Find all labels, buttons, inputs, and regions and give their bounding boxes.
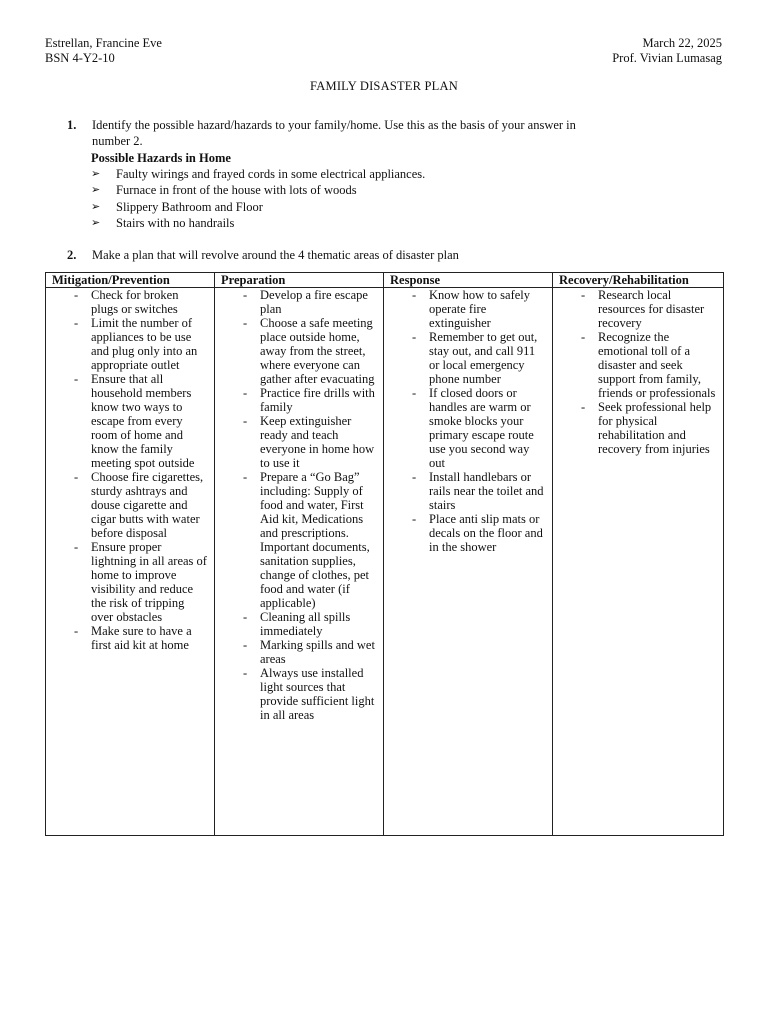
list-item (215, 288, 383, 316)
hazards-subheading: Possible Hazards in Home (91, 151, 231, 165)
list-item-text: Recognize the emotional toll of a disaster and seek support from family, friends or professionals (598, 330, 716, 400)
list-item (215, 470, 383, 610)
dash-bullet: - (243, 386, 248, 400)
list-item (384, 512, 552, 554)
document-title: FAMILY DISASTER PLAN (310, 79, 458, 93)
arrow-bullet-icon: ➢ (91, 216, 101, 229)
list-item (46, 316, 214, 372)
professor-name: Prof. Vivian Lumasag (612, 50, 722, 65)
mitigation-list (46, 288, 214, 652)
dash-bullet: - (74, 540, 79, 554)
column-header-preparation: Preparation (215, 273, 384, 288)
list-item-text: Ensure proper lightning in all areas of home to improve visibility and reduce the risk of tripping over obstacles (91, 540, 207, 624)
column-header-response: Response (384, 273, 553, 288)
list-item (46, 624, 214, 652)
list-item (384, 288, 552, 330)
dash-bullet: - (412, 330, 417, 344)
hazard-item (91, 166, 425, 182)
list-item-text: Keep extinguisher ready and teach everyone in home how to use it (260, 414, 375, 470)
question-1-text: Identify the possible hazard/hazards to your family/home. Use this as the basis of your answer in (92, 118, 576, 132)
list-item-text: Know how to safely operate fire extinguisher (429, 288, 531, 330)
list-item-text: Ensure that all household members know two ways to escape from every room of home and know the family meeting spot outside (91, 372, 195, 470)
list-item (553, 400, 723, 456)
hazard-text: Furnace in front of the house with lots of woods (116, 183, 357, 198)
mitigation-cell (46, 288, 215, 836)
list-item (384, 330, 552, 386)
list-item (46, 288, 214, 316)
header-right (612, 36, 722, 65)
dash-bullet: - (581, 330, 586, 344)
list-item-text: If closed doors or handles are warm or smoke blocks your primary escape route use you second way out (429, 386, 534, 470)
list-item-text: Prepare a “Go Bag” including: Supply of food and water, First Aid kit, Medications and prescriptions. Important documents, sanitation supplies, change of clothes, pet food and water (if applicable) (260, 470, 370, 610)
list-item-text: Place anti slip mats or decals on the floor and in the shower (429, 512, 543, 554)
student-section: BSN 4-Y2-10 (45, 50, 115, 65)
dash-bullet: - (243, 610, 248, 624)
hazard-text: Faulty wirings and frayed cords in some electrical appliances. (116, 167, 426, 181)
dash-bullet: - (412, 386, 417, 400)
list-item (215, 316, 383, 386)
hazard-item (91, 215, 425, 231)
question-2 (67, 248, 459, 263)
list-item (384, 386, 552, 470)
recovery-list (553, 288, 723, 456)
list-item-text: Make sure to have a first aid kit at home (91, 624, 192, 652)
list-item-text: Limit the number of appliances to be use and plug only into an appropriate outlet (91, 316, 198, 372)
list-item-text: Cleaning all spills immediately (260, 610, 351, 638)
list-item (384, 470, 552, 512)
question-2-number: 2. (67, 248, 77, 262)
hazard-text: Stairs with no handrails (116, 215, 235, 230)
hazard-item (91, 199, 425, 215)
column-header-recovery: Recovery/Rehabilitation (553, 273, 724, 288)
dash-bullet: - (243, 666, 248, 680)
dash-bullet: - (243, 470, 248, 484)
column-header-mitigation: Mitigation/Prevention (46, 273, 215, 288)
hazard-item (91, 182, 425, 198)
header-left (45, 36, 162, 65)
list-item (46, 540, 214, 624)
preparation-list (215, 288, 383, 722)
question-2-text: Make a plan that will revolve around the 4 thematic areas of disaster plan (92, 248, 459, 262)
list-item-text: Seek professional help for physical rehabilitation and recovery from injuries (598, 400, 712, 456)
list-item (215, 638, 383, 666)
dash-bullet: - (74, 372, 79, 386)
list-item-text: Practice fire drills with family (260, 386, 375, 414)
question-1-number: 1. (67, 118, 77, 132)
dash-bullet: - (74, 470, 79, 484)
dash-bullet: - (243, 288, 248, 302)
list-item-text: Research local resources for disaster recovery (598, 288, 705, 330)
student-name: Estrellan, Francine Eve (45, 36, 162, 50)
hazard-text: Slippery Bathroom and Floor (116, 199, 263, 214)
list-item-text: Develop a fire escape plan (260, 288, 368, 316)
dash-bullet: - (243, 638, 248, 652)
dash-bullet: - (74, 288, 79, 302)
table-header-row (46, 273, 724, 288)
preparation-cell (215, 288, 384, 836)
list-item-text: Choose fire cigarettes, sturdy ashtrays and douse cigarette and cigar butts with water before disposal (91, 470, 204, 540)
dash-bullet: - (243, 316, 248, 330)
list-item (553, 330, 723, 400)
dash-bullet: - (412, 288, 417, 302)
list-item-text: Install handlebars or rails near the toilet and stairs (429, 470, 544, 512)
list-item-text: Check for broken plugs or switches (91, 288, 179, 316)
dash-bullet: - (412, 470, 417, 484)
hazard-list (91, 166, 425, 231)
dash-bullet: - (412, 512, 417, 526)
response-cell (384, 288, 553, 836)
list-item-text: Choose a safe meeting place outside home, away from the street, where everyone can gather after evacuating (260, 316, 375, 386)
recovery-cell (553, 288, 724, 836)
list-item-text: Marking spills and wet areas (260, 638, 375, 666)
question-1 (67, 118, 717, 149)
dash-bullet: - (74, 624, 79, 638)
list-item (215, 386, 383, 414)
list-item (46, 372, 214, 470)
list-item (553, 288, 723, 330)
dash-bullet: - (581, 288, 586, 302)
list-item-text: Remember to get out, stay out, and call 911 or local emergency phone number (429, 330, 538, 386)
arrow-bullet-icon: ➢ (91, 184, 101, 197)
dash-bullet: - (581, 400, 586, 414)
dash-bullet: - (74, 316, 79, 330)
disaster-plan-table (45, 272, 724, 836)
response-list (384, 288, 552, 554)
list-item (215, 414, 383, 470)
table-body-row (46, 288, 724, 836)
list-item (46, 470, 214, 540)
question-1-continuation: number 2. (92, 133, 143, 148)
document-date: March 22, 2025 (642, 36, 722, 50)
list-item (215, 666, 383, 722)
list-item-text: Always use installed light sources that provide sufficient light in all areas (260, 666, 375, 722)
dash-bullet: - (243, 414, 248, 428)
arrow-bullet-icon: ➢ (91, 168, 101, 180)
list-item (215, 610, 383, 638)
arrow-bullet-icon: ➢ (91, 200, 101, 213)
